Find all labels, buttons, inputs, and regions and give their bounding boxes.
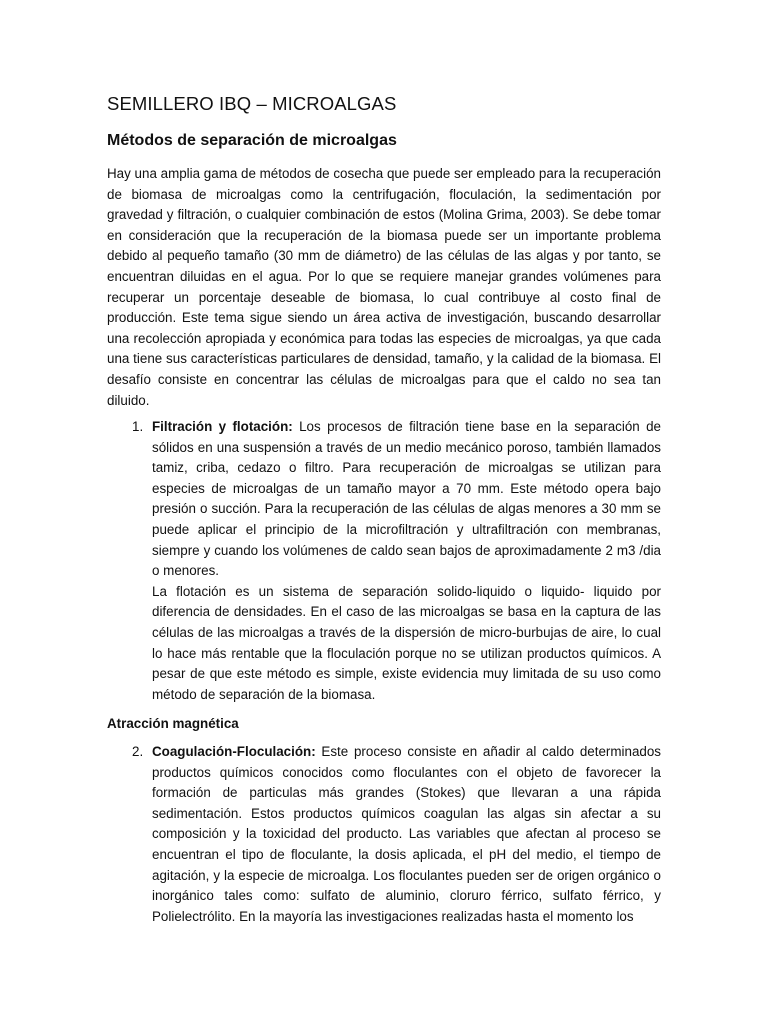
list-item-coagulacion (107, 742, 661, 927)
intro-paragraph: Hay una amplia gama de métodos de cosecha que puede ser empleado para la recuperación de biomasa de microalgas como la centrifugación, floculación, la sedimentación por gravedad y filtración, o cualquier combinación de estos (Molina Grima, 2003). Se debe tomar en consideración que la recuperación de la biomasa puede ser un importante problema debido al pequeño tamaño (30 mm de diámetro) de las células de las algas y por tanto, se encuentran diluidas en el agua. Por lo que se requiere manejar grandes volúmenes para recuperar un porcentaje deseable de biomasa, lo cual contribuye al costo final de producción. Este tema sigue siendo un área activa de investigación, buscando desarrollar una recolección apropiada y económica para todas las especies de microalgas, ya que cada una tiene sus características particulares de densidad, tamaño, y la calidad de la biomasa. El desafío consiste en concentrar las células de microalgas para que el caldo no sea tan diluido. (107, 166, 661, 408)
list-number: 1. (132, 419, 144, 434)
list-item-paragraph (152, 417, 661, 582)
list-item-lead: Filtración y flotación: (152, 419, 293, 434)
section-heading: Atracción magnética (107, 716, 239, 731)
list-number: 2. (132, 744, 144, 759)
list-item-lead: Coagulación-Floculación: (152, 744, 316, 759)
section-subtitle: Métodos de separación de microalgas (107, 132, 397, 149)
document-page (107, 92, 661, 924)
list-item-paragraph-2: La flotación es un sistema de separación solido-liquido o liquido- liquido por diferencia de densidades. En el caso de las microalgas se basa en la captura de las células de las microalgas a través de la dispersión de micro-burbujas de aire, lo cual lo hace más rentable que la floculación porque no se utilizan productos químicos. A pesar de que este método es simple, existe evidencia muy limitada de su uso como método de separación de la biomasa. (152, 583, 661, 702)
list-item-filtracion (107, 417, 661, 705)
document-title: SEMILLERO IBQ – MICROALGAS (107, 93, 397, 114)
list-item-paragraph (152, 742, 661, 927)
list-item-text: Este proceso consiste en añadir al caldo determinados productos químicos conocidos como floculantes con el objeto de favorecer la formación de particulas más grandes (Stokes) que llevaran a una rápida sedimentación. Estos productos químicos coagulan las algas sin afectar a su composición y la toxicidad del producto. Las variables que afectan al proceso se encuentran el tipo de floculante, la dosis aplicada, el pH del medio, el tiempo de agitación, y la especie de microalga. Los floculantes pueden ser de origen orgánico o inorgánico tales como: sulfato de aluminio, cloruro férrico, sulfato férrico, y Polielectrólito. En la mayoría las investigaciones realizadas hasta el momento los (152, 744, 661, 924)
list-item-text: Los procesos de filtración tiene base en la separación de sólidos en una suspensión a través de un medio mecánico poroso, también llamados tamiz, criba, cedazo o filtro. Para recuperación de microalgas se utilizan para especies de microalgas de un tamaño mayor a 70 mm. Este método opera bajo presión o succión. Para la recuperación de las células de algas menores a 30 mm se puede aplicar el principio de la microfiltración y ultrafiltración con membranas, siempre y cuando los volúmenes de caldo sean bajos de aproximadamente 2 m3 /dia o menores. (152, 419, 661, 579)
